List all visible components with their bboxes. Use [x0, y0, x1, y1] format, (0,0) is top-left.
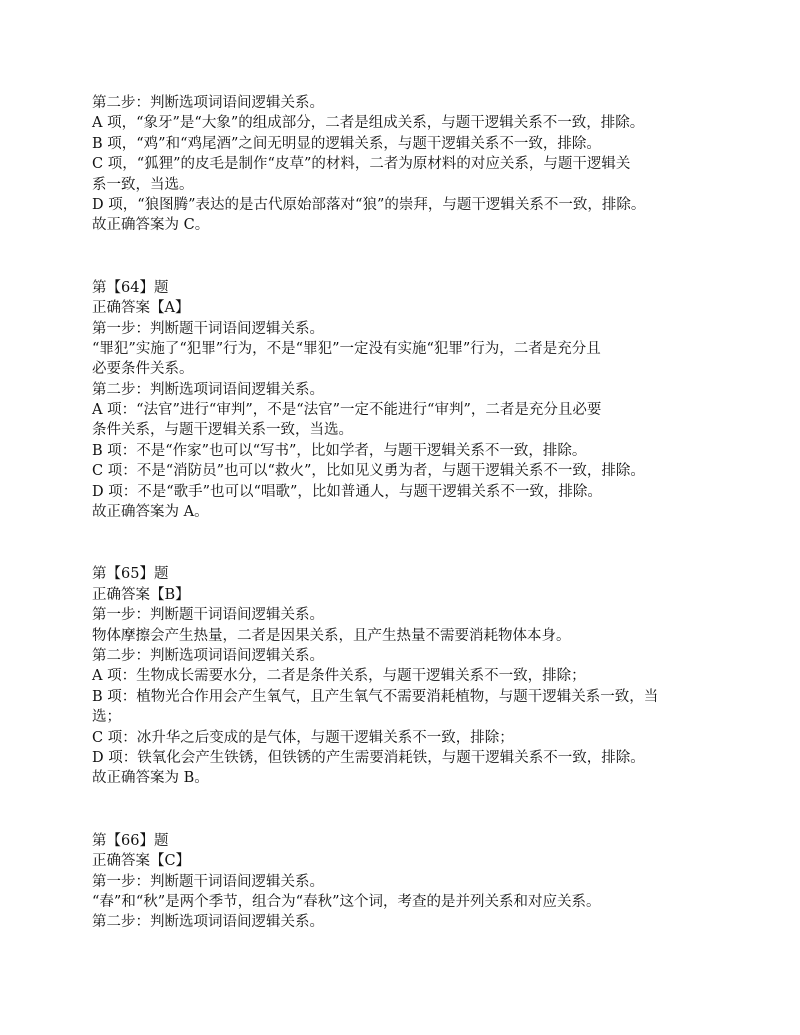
analysis-line: 第一步：判断题干词语间逻辑关系。 — [92, 607, 324, 624]
analysis-line: A 项：“法官”进行“审判”，不是“法官”一定不能进行“审判”，二者是充分且必要 — [92, 402, 602, 419]
section-gap — [92, 789, 722, 831]
analysis-line: 第二步：判断选项词语间逻辑关系。 — [92, 95, 324, 111]
analysis-line: D 项：不是“歌手”也可以“唱歌”，比如普通人，与题干逻辑关系不一致，排除。 — [92, 483, 602, 500]
analysis-line: 第二步：判断选项词语间逻辑关系。 — [92, 914, 324, 931]
question-66 — [92, 831, 722, 933]
analysis-line: 必要条件关系。 — [92, 361, 194, 378]
analysis-line: C 项，“狐狸”的皮毛是制作“皮草”的材料，二者为原材料的对应关系，与题干逻辑关 — [92, 156, 631, 173]
document-page — [92, 93, 722, 933]
analysis-line: D 项：铁氧化会产生铁锈，但铁锈的产生需要消耗铁，与题干逻辑关系不一致，排除。 — [92, 749, 645, 766]
analysis-line: D 项，“狼图腾”表达的是古代原始部落对“狼”的崇拜，与题干逻辑关系不一致，排除。 — [92, 196, 646, 213]
question-title: 第【64】题 — [92, 279, 169, 296]
analysis-line: A 项：生物成长需要水分，二者是条件关系，与题干逻辑关系不一致，排除； — [92, 668, 586, 685]
analysis-line: B 项，“鸡”和“鸡尾酒”之间无明显的逻辑关系，与题干逻辑关系不一致，排除。 — [92, 135, 601, 152]
analysis-line: B 项：不是“作家”也可以“写书”，比如学者，与题干逻辑关系不一致，排除。 — [92, 442, 587, 459]
correct-answer: 正确答案【B】 — [92, 586, 190, 603]
analysis-line: 第二步：判断选项词语间逻辑关系。 — [92, 381, 324, 398]
analysis-line: C 项：不是“消防员”也可以“救火”，比如见义勇为者，与题干逻辑关系不一致，排除。 — [92, 463, 645, 480]
question-65 — [92, 564, 722, 788]
analysis-line: “罪犯”实施了“犯罪”行为，不是“罪犯”一定没有实施“犯罪”行为，二者是充分且 — [92, 340, 601, 357]
analysis-line: 故正确答案为 B。 — [92, 770, 209, 787]
question-title: 第【65】题 — [92, 566, 169, 583]
analysis-line: “春”和“秋”是两个季节，组合为“春秋”这个词，考查的是并列关系和对应关系。 — [92, 893, 601, 910]
analysis-line: B 项：植物光合作用会产生氧气，且产生氧气不需要消耗植物，与题干逻辑关系一致，当 — [92, 688, 659, 705]
analysis-line: 条件关系，与题干逻辑关系一致，当选。 — [92, 422, 353, 439]
analysis-line: 选； — [92, 709, 121, 726]
section-gap — [92, 236, 722, 278]
analysis-line: 故正确答案为 C。 — [92, 217, 210, 234]
analysis-line: C 项：冰升华之后变成的是气体，与题干逻辑关系不一致，排除； — [92, 729, 514, 746]
question-64 — [92, 278, 722, 523]
analysis-line: 第二步：判断选项词语间逻辑关系。 — [92, 647, 324, 664]
correct-answer: 正确答案【A】 — [92, 300, 190, 317]
analysis-line: 系一致，当选。 — [92, 176, 194, 193]
analysis-line: 物体摩擦会产生热量，二者是因果关系，且产生热量不需要消耗物体本身。 — [92, 627, 571, 644]
analysis-line: 第一步：判断题干词语间逻辑关系。 — [92, 320, 324, 337]
analysis-line: A 项，“象牙”是“大象”的组成部分，二者是组成关系，与题干逻辑关系不一致，排除。 — [92, 115, 645, 132]
section-gap — [92, 522, 722, 564]
prev-question-analysis — [92, 93, 722, 236]
analysis-line: 故正确答案为 A。 — [92, 504, 209, 521]
analysis-line: 第一步：判断题干词语间逻辑关系。 — [92, 873, 324, 890]
question-title: 第【66】题 — [92, 832, 169, 849]
correct-answer: 正确答案【C】 — [92, 853, 191, 870]
